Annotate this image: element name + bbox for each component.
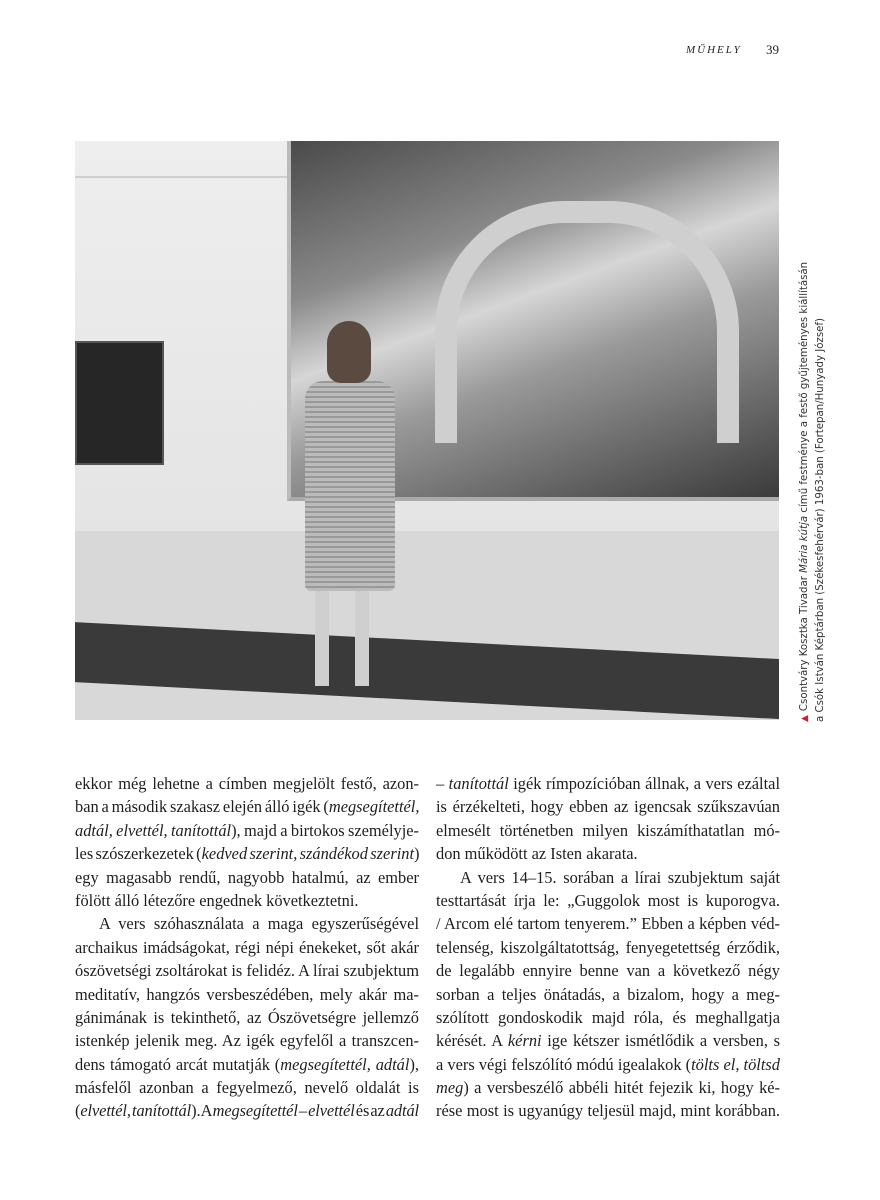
text-run: testtartását írja le: „Guggolok most is kuporogva. [436, 890, 780, 910]
small-painting [75, 341, 164, 465]
text-line [436, 912, 780, 935]
text-run: – [436, 774, 449, 793]
text-run: / Arcom elé tartom tenyerem.” Ebben a képben véd- [436, 914, 780, 934]
text-line [436, 889, 780, 912]
italic-text: adtál, elvettél, tanítottál [75, 820, 232, 840]
text-run: ) a versbeszélő abbéli hitét fejezik ki, hogy ké- [463, 1078, 780, 1098]
text-line [436, 1006, 780, 1029]
text-line [75, 1006, 419, 1029]
text-line [75, 936, 419, 959]
text-run: ban a második szakasz elején álló igék ( [75, 797, 329, 817]
text-line [436, 1099, 780, 1122]
text-column-left [75, 772, 419, 1123]
text-line [436, 983, 780, 1006]
text-run: fölött álló létezőre engednek következtetni. [75, 890, 359, 910]
text-line [436, 772, 780, 795]
text-run: ószövetségi zsoltárokat is felidéz. A lírai szubjektum [75, 961, 419, 981]
text-line [75, 842, 419, 865]
italic-text: megsegítettél, adtál [280, 1054, 410, 1074]
italic-text: adtál [385, 1101, 420, 1121]
text-run: című festménye a festő gyűjteményes kiállításán [799, 261, 810, 516]
text-line [75, 866, 419, 889]
italic-text: elvettél, tanítottál [80, 1101, 192, 1121]
text-line [75, 1029, 419, 1052]
text-line [436, 959, 780, 982]
text-run: les szószerkezetek ( [75, 844, 202, 864]
caption-line-1 [797, 142, 813, 722]
text-run: elmesélt történetben milyen kiszámíthatatlan mó- [436, 820, 780, 840]
text-line [75, 1099, 419, 1122]
text-run: A vers szóhasználata a maga egyszerűségével [99, 914, 419, 934]
text-run: egy magasabb rendű, nagyobb hatalmú, az ember [75, 867, 419, 887]
photo-caption [797, 142, 828, 722]
text-line [75, 959, 419, 982]
text-line [75, 819, 419, 842]
text-run: sorban a teljes önátadás, a bizalom, hogy a meg- [436, 984, 780, 1004]
text-run: igék rímpozícióban állnak, a vers ezáltal [508, 774, 780, 793]
text-line [75, 1053, 419, 1076]
text-line [436, 842, 780, 865]
text-run: istenkép jelenik meg. Az igék egyfelől a transzcen- [75, 1031, 419, 1051]
text-line [436, 1076, 780, 1099]
text-line [75, 889, 419, 912]
caption-line-2 [813, 142, 828, 722]
italic-text: Mária kútja [799, 515, 810, 573]
text-run: másfelől azonban a fegyelmező, nevelő oldalát is [75, 1078, 419, 1098]
text-run: Csontváry Kosztka Tivadar [799, 572, 810, 712]
text-run: A vers 14–15. sorában a lírai szubjektum saját [460, 867, 780, 887]
text-run: és az [354, 1101, 386, 1121]
text-line [436, 1029, 780, 1052]
text-run: gánimának is tekinthető, az Ószövetségre jellemző [75, 1007, 419, 1027]
text-line [75, 983, 419, 1006]
text-run: archaikus imádságokat, régi népi énekeket, sőt akár [75, 937, 419, 957]
text-run: kérését. A [436, 1031, 508, 1051]
text-run: a vers végi felszólító módú igealakok ( [436, 1054, 692, 1074]
text-run: don működött az Isten akarata. [436, 844, 638, 864]
text-line [75, 772, 419, 795]
text-run: dens támogató arcát mutatják ( [75, 1054, 281, 1074]
text-run: ), [409, 1054, 419, 1074]
text-line [436, 1053, 780, 1076]
text-line [75, 1076, 419, 1099]
text-run: rése most is ugyanúgy teljesül majd, mint korábban. [436, 1101, 780, 1121]
text-line [436, 819, 780, 842]
italic-text: kedved szerint, szándékod szerint [201, 844, 414, 864]
text-run: ekkor még lehetne a címben megjelölt festő, azon- [75, 774, 419, 793]
text-run: meditatív, hangzós versbeszédében, mely akár ma- [75, 984, 419, 1004]
page-number: 39 [766, 42, 779, 57]
text-line [436, 866, 780, 889]
text-run: is érzékelteti, hogy ebben az igencsak szűkszavúan [436, 797, 780, 817]
text-column-right [436, 772, 780, 1123]
exhibition-photo [75, 141, 779, 720]
text-run: ). A [191, 1101, 213, 1121]
running-header-section: MŰHELY [686, 44, 742, 56]
text-run: ( [75, 1101, 81, 1121]
text-line [75, 795, 419, 818]
text-run: ) [414, 844, 420, 864]
text-run: ige kétszer ismétlődik a versben, s [541, 1031, 780, 1051]
italic-text: megsegítettél – elvettél [212, 1101, 355, 1121]
text-line [436, 936, 780, 959]
italic-text: tölts el, töltsd [691, 1054, 780, 1074]
italic-text: meg [436, 1078, 464, 1098]
text-run: de legalább ennyire benne van a következő négy [436, 961, 780, 981]
text-run: a Csók István Képtárban (Székesfehérvár) 1963-ban (Fortepan/Hunyady József) [815, 318, 826, 722]
italic-text: tanítottál [448, 774, 509, 793]
text-run: telenség, kiszolgáltatottság, fenyegetettség érződik, [436, 937, 780, 957]
italic-text: megsegítettél, [328, 797, 420, 817]
text-run: ), majd a birtokos személyje- [231, 820, 419, 840]
text-line [75, 912, 419, 935]
italic-text: kérni [507, 1031, 542, 1051]
text-line [436, 795, 780, 818]
text-run: szólított gondoskodik majd róla, és meghallgatja [436, 1007, 780, 1027]
woman-figure [305, 381, 395, 591]
triangle-marker-icon: ▲ [800, 715, 810, 722]
